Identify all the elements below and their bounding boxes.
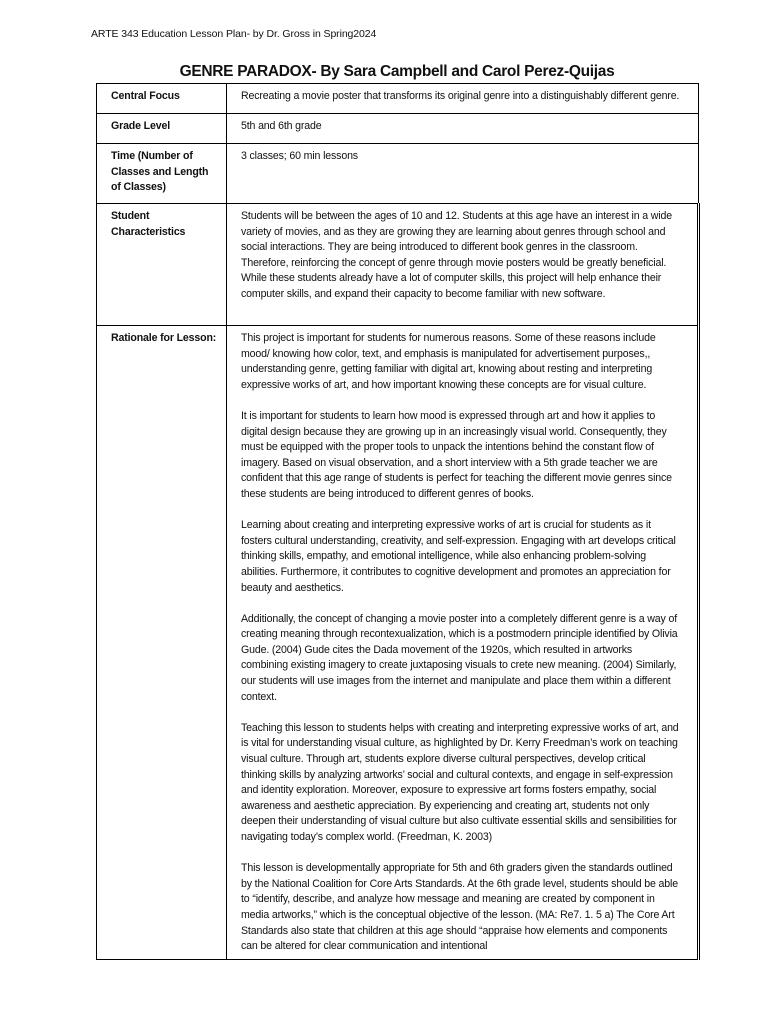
rationale-paragraph: This project is important for students for numerous reasons. Some of these reasons include mood/ knowing how color, text, and emphasis is manipulated for advertisement purposes,, understanding genre, getting familiar with digital art, knowing about resting and interpreting expressive works of art, and how important knowing these concepts are for visual culture. xyxy=(241,332,656,391)
table-row-time xyxy=(97,144,699,204)
lesson-plan-table xyxy=(96,83,700,960)
grade-level-value: 5th and 6th grade xyxy=(227,114,699,144)
central-focus-value: Recreating a movie poster that transforms its original genre into a distinguishably different genre. xyxy=(227,84,699,114)
table-row-central-focus xyxy=(97,84,699,114)
document-header-note: ARTE 343 Education Lesson Plan- by Dr. Gross in Spring2024 xyxy=(91,28,377,40)
student-characteristics-label: Student Characteristics xyxy=(97,204,227,326)
lesson-plan-title: GENRE PARADOX- By Sara Campbell and Carol Perez-Quijas xyxy=(179,63,615,80)
time-label: Time (Number of Classes and Length of Classes) xyxy=(97,144,227,204)
time-value: 3 classes; 60 min lessons xyxy=(227,144,699,204)
central-focus-label: Central Focus xyxy=(97,84,227,114)
rationale-paragraph: Learning about creating and interpreting expressive works of art is crucial for students as it fosters cultural understanding, creativity, and self-expression. Engaging with art develops critical thinking skills, empathy, and emotional intelligence, while also enhancing problem-solving abilities. Furthermore, it contributes to cognitive development and promotes an appreciation for beauty and aesthetics. xyxy=(241,519,676,594)
table-row-grade-level xyxy=(97,114,699,144)
student-characteristics-value: Students will be between the ages of 10 and 12. Students at this age have an interest in a wide variety of movies, and as they are growing they are learning about genres through school and social interactions. They are being introduced to different book genres in the classroom. Therefore, reinforcing the concept of genre through movie posters would be greatly beneficial. While these students already have a lot of computer skills, this project will help enhance their computer skills, and expand their capacity to become familiar with new software. xyxy=(227,204,699,326)
table-row-rationale xyxy=(97,326,699,960)
rationale-paragraph: This lesson is developmentally appropriate for 5th and 6th graders given the standards outlined by the National Coalition for Core Arts Standards. At the 6th grade level, students should be able to “identify, describe, and analyze how message and meaning are created by component in media artworks,” which is the conceptual objective of the lesson. (MA: Re7. 1. 5 a) The Core Art Standards also state that children at this age should “appraise how elements and components can be altered for clear communication and intentional xyxy=(241,862,678,953)
rationale-paragraph: Teaching this lesson to students helps with creating and interpreting expressive works of art, and is vital for understanding visual culture, as highlighted by Dr. Kerry Freedman’s work on teaching visual culture. Through art, students explore diverse cultural perspectives, develop critical thinking skills by analyzing artworks’ social and cultural contexts, and engage in self-expression and identity exploration. Moreover, exposure to expressive art forms fosters empathy, social awareness and aesthetic appreciation. By experiencing and creating art, students not only deepen their understanding of visual culture but also cultivate essential skills and sensibilities for navigating today’s complex world. (Freedman, K. 2003) xyxy=(241,721,679,843)
rationale-label: Rationale for Lesson: xyxy=(97,326,227,960)
rationale-paragraph: Additionally, the concept of changing a movie poster into a completely different genre is a way of creating meaning through recontexualization, which is a postmodern principle identified by Olivia Gude. (2004) Gude cites the Dada movement of the 1920s, which resulted in artworks combining existing imagery to create juxtaposing visuals to crete new meaning. (2004) Similarly, our students will use images from the internet and manipulate and place them within a different context. xyxy=(241,612,678,703)
rationale-value xyxy=(227,326,699,960)
table-row-student-characteristics xyxy=(97,204,699,326)
grade-level-label: Grade Level xyxy=(97,114,227,144)
rationale-paragraph: It is important for students to learn how mood is expressed through art and how it applies to digital design because they are growing up in an increasingly visual world. Consequently, they must be equipped with the proper tools to unpack the intentions behind the constant flow of imagery. Based on visual observation, and a short interview with a 5th grade teacher we are confident that this age range of students is perfect for teaching the different movie genres since these students are being introduced to different genres of books. xyxy=(241,409,672,500)
